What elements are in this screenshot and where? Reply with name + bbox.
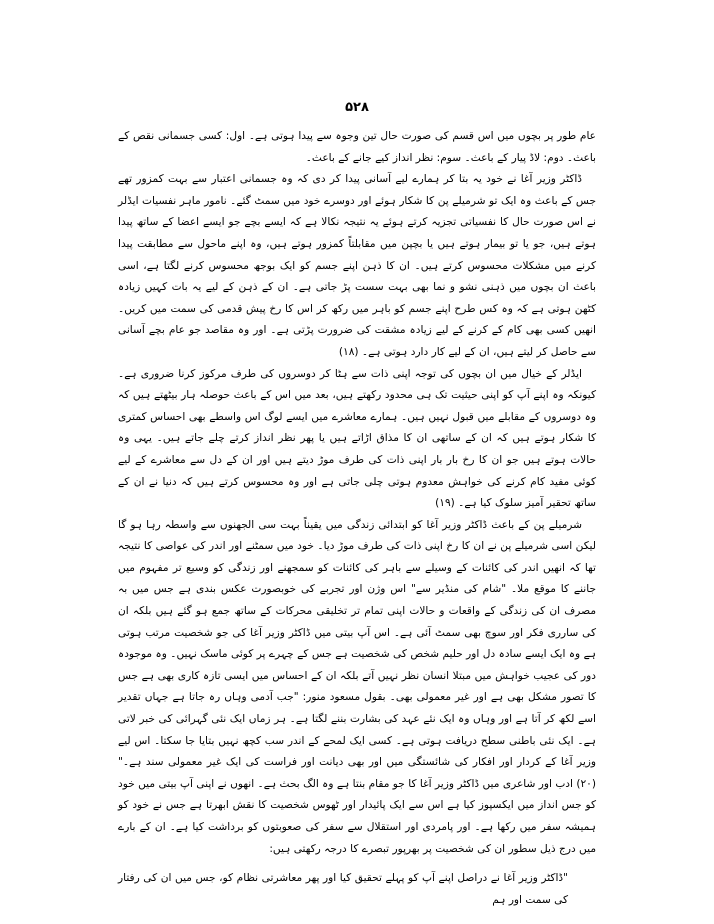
paragraph-4: شرمیلے پن کے باعث ڈاکٹر وزیر آغا کو ابتدائی زندگی میں یقیناً بہت سی الجھنوں سے واسطہ رہا ہو گا لیکن اسی شرمیلے پن نے ان کا رخ اپنی ذات کی طرف موڑ دیا۔ خود میں سمٹنے اور اندر کی عواصی کا نتیجہ تھا کہ انھیں اندر کی کائنات کے وسیلے سے باہر کی کائنات کو سمجھنے اور زندگی کو وسیع تر مفہوم میں جاننے کا موقع ملا۔ "شام کی منڈیر سے" اس وژن اور تجربے کی خوبصورت عکس بندی ہے جس میں بہ مصرف ان کی زندگی کے واقعات و حالات اپنی تمام تر تخلیقی محرکات کے ساتھ جمع ہو گئے ہیں بلکہ ان کی سارری فکر اور سوچ بھی سمٹ آئی ہے۔ اس آپ بیتی میں ڈاکٹر وزیر آغا کی جو شخصیت مرتب ہوتی ہے وہ ایک ایسے سادہ دل اور حلیم شخص کی شخصیت ہے جس کے چہرے پر کوئی ماسک نہیں۔ وہ موجودہ دور کی عجیب خواہش میں مبتلا انسان نظر نہیں آتے بلکہ ان کے احساس میں ایسی تازہ کاری بھی ہے جس کا تصور مشکل بھی ہے اور غیر معمولی بھی۔ بقول مسعود منور: "جب آدمی وہاں رہ جاتا ہے جہاں تقدیر اسے لکھ کر آتا ہے اور وہاں وہ ایک نئے عہد کی بشارت بننے لگتا ہے۔ ہر زماں ایک نئی گہرائی کی خبر لاتی ہے۔ ایک نئی باطنی سطح دریافت ہوتی ہے۔ کسی ایک لمحے کے اندر سب کچھ نہیں بتایا جا سکتا۔ اس لیے وزیر آغا کے کردار اور افکار کی شائستگی میں اور بھی دیانت اور فراست کی ایک غیر معمولی سند ہے۔" (۲۰) ادب اور شاعری میں ڈاکٹر وزیر آغا کا جو مقام بنتا ہے وہ الگ بحث ہے۔ انھوں نے اپنی آپ بیتی میں خود کو جس انداز میں ایکسپوز کیا ہے اس سے ایک پائیدار اور ٹھوس شخصیت کا نقش ابھرتا ہے جس نے خود کو ہمیشہ سفر میں رکھا ہے۔ اور پامردی اور استقلال سے سفر کی صعوبتوں کو برداشت کیا ہے۔ ان کے بارے میں درج ذیل سطور ان کی شخصیت پر بھرپور تبصرے کا درجہ رکھتی ہیں: xyxy=(118,518,596,855)
page-number: ۵۲۸ xyxy=(345,100,369,115)
block-quote: "ڈاکٹر وزیر آغا نے دراصل اپنے آپ کو پہلے تحقیق کیا اور پھر معاشرتی نظام کو، جس میں ان کی رفتار کی سمت اور ہم xyxy=(118,872,568,906)
paragraph-1: عام طور پر بچوں میں اس قسم کی صورت حال تین وجوہ سے پیدا ہوتی ہے۔ اول: کسی جسمانی نقص کے باعث۔ دوم: لاڈ پیار کے باعث۔ سوم: نظر انداز کیے جانے کے باعث۔ xyxy=(118,130,596,164)
body-text xyxy=(118,126,596,911)
paragraph-2: ڈاکٹر وزیر آغا نے خود یہ بتا کر ہمارے لیے آسانی پیدا کر دی کہ وہ جسمانی اعتبار سے بہت کمزور تھے جس کے باعث وہ ایک تو شرمیلے پن کا شکار ہوئے اور دوسرے خود میں سمٹ گئے۔ نامور ماہر نفسیات ایڈلر نے اس صورت حال کا نفسیاتی تجزیہ کرتے ہوئے یہ نتیجہ نکالا ہے کہ ایسے بچے جو ایسے اعضا کے ساتھ پیدا ہوتے ہیں، جو یا تو بیمار ہوتے ہیں یا بچپن میں مقابلتاً کمزور ہوتے ہیں، وہ اپنے ماحول سے مطابقت پیدا کرنے میں مشکلات محسوس کرتے ہیں۔ ان کا ذہن اپنے جسم کو ایک بوجھ محسوس کرنے لگتا ہے، اسی باعث ان بچوں میں ذہنی نشو و نما بھی بہت سست پڑ جاتی ہے۔ ان کے ذہن کے لیے یہ بات کہیں زیادہ کٹھن ہوتی ہے کہ وہ کس طرح اپنے جسم کو باہر میں رکھ کر اس کا رخ پیش قدمی کی سمت میں کریں۔ انھیں کسی بھی کام کے کرنے کے لیے زیادہ مشقت کی ضرورت پڑتی ہے۔ اور وہ مقاصد جو عام بچے آسانی سے حاصل کر لیتے ہیں، ان کے لیے کار دارد ہوتی ہے۔ (۱۸) xyxy=(118,173,596,358)
paragraph-3: ایڈلر کے خیال میں ان بچوں کی توجہ اپنی ذات سے ہٹا کر دوسروں کی طرف مرکوز کرنا ضروری ہے۔ کیونکہ وہ اپنے آپ کو اپنی حیثیت تک ہی محدود رکھتے ہیں، بعد میں اس کے باعث حوصلہ ہار بیٹھتے ہیں کہ وہ دوسروں کے مقابلے میں قبول نہیں ہیں۔ ہمارے معاشرے میں ایسے لوگ اس واسطے بھی احساس کمتری کا شکار ہوتے ہیں کہ ان کے ساتھی ان کا مذاق اڑاتے ہیں یا پھر نظر انداز کرتے چلے جاتے ہیں۔ یہی وہ حالات ہوتے ہیں جو ان کا رخ بار بار اپنی ذات کی طرف موڑ دیتے ہیں اور ان کے دل سے معاشرے کے لیے کوئی مفید کام کرنے کی خواہش معدوم ہوتی چلی جاتی ہے اور وہ محسوس کرتے ہیں کہ دنیا نے ان کے ساتھ تحقیر آمیز سلوک کیا ہے۔ (۱۹) xyxy=(118,367,596,510)
